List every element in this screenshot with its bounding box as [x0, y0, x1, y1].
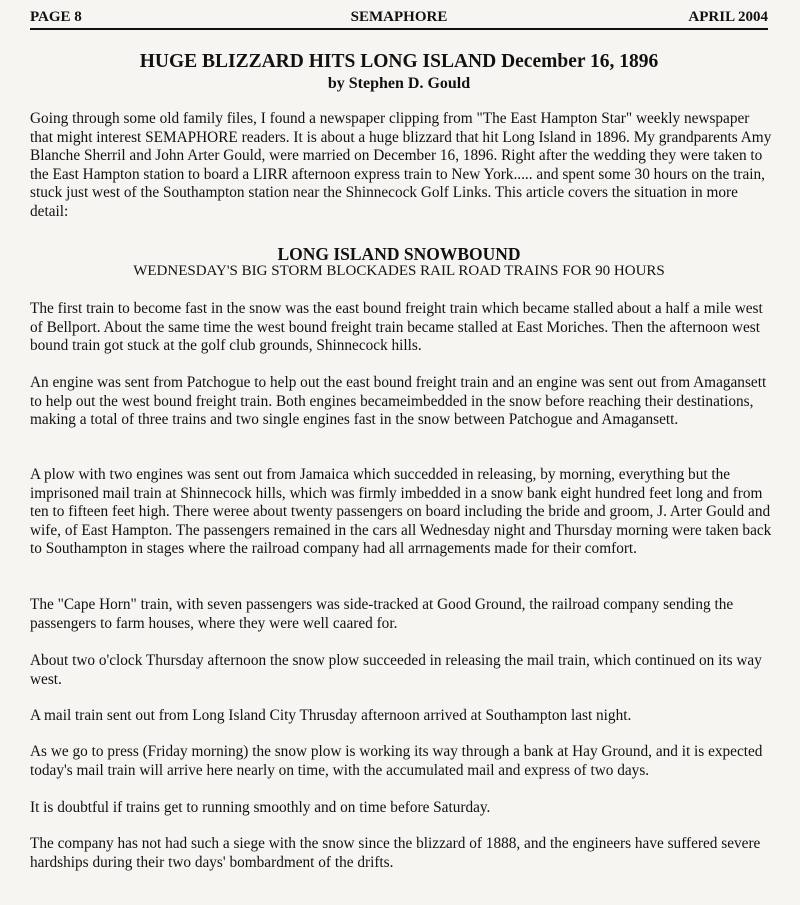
article-title: HUGE BLIZZARD HITS LONG ISLAND December 16, 1896 [139, 51, 659, 72]
article-byline: by Stephen D. Gould [327, 75, 471, 92]
article-paragraph: An engine was sent from Patchogue to help out the east bound freight train and an engine was sent out from Amagansett to help out the west bound freight train. Both engines becameimbedded in the snow before reaching their destinations, making a total of three trains and two single engines fast in the snow between Patchogue and Amagansett. [30, 374, 767, 429]
article-paragraph: A mail train sent out from Long Island City Thrusday afternoon arrived at Southampton last night. [30, 707, 632, 724]
article-paragraph: The company has not had such a siege with the snow since the blizzard of 1888, and the engineers have suffered severe hardships during their two days' bombardment of the drifts. [30, 835, 761, 871]
article-paragraph: As we go to press (Friday morning) the snow plow is working its way through a bank at Hay Ground, and it is expected today's mail train will arrive here nearly on time, with the accumulated mail and express of two days. [30, 743, 763, 779]
article-paragraph: The "Cape Horn" train, with seven passengers was side-tracked at Good Ground, the railroad company sending the passengers to farm houses, where they were well caared for. [30, 596, 734, 632]
page-number: PAGE 8 [30, 9, 82, 25]
issue-date: APRIL 2004 [688, 9, 768, 25]
article-paragraph: It is doubtful if trains get to running smoothly and on time before Saturday. [30, 799, 491, 816]
intro-paragraph: Going through some old family files, I found a newspaper clipping from "The East Hampton Star" weekly newspaper that might interest SEMAPHORE readers. It is about a huge blizzard that hit Long Island in 1896. My grandparents Amy Blanche Sherril and John Arter Gould, were married on December 16, 1896. Right after the wedding they were taken to the East Hampton station to board a LIRR afternoon express train to New York..... and spent some 30 hours on the train, stuck just west of the Southampton station near the Shinnecock Golf Links. This article covers the situation in more detail: [30, 110, 772, 220]
newsletter-name: SEMAPHORE [350, 9, 448, 25]
article-paragraph: About two o'clock Thursday afternoon the snow plow succeeded in releasing the mail train, which continued on its way west. [30, 652, 762, 688]
clipping-subheadline: WEDNESDAY'S BIG STORM BLOCKADES RAIL ROAD TRAINS FOR 90 HOURS [133, 263, 665, 279]
article-paragraph: The first train to become fast in the snow was the east bound freight train which became stalled about a half a mile west of Bellport. About the same time the west bound freight train became stalled at East Moriches. Then the afternoon west bound train got stuck at the golf club grounds, Shinnecock hills. [30, 300, 763, 355]
page-header [30, 6, 768, 30]
article-paragraph: A plow with two engines was sent out from Jamaica which succedded in releasing, by morning, everything but the imprisoned mail train at Shinnecock hills, which was firmly imbedded in a snow bank eight hundred feet long and from ten to fifteen feet high. There weree about twenty passengers on board including the bride and groom, J. Arter Gould and wife, of East Hampton. The passengers remained in the cars all Wednesday night and Thursday morning were taken back to Southampton in stages where the railroad company had all arrnagements made for their comfort. [30, 466, 772, 558]
clipping-headline: LONG ISLAND SNOWBOUND [277, 244, 521, 264]
